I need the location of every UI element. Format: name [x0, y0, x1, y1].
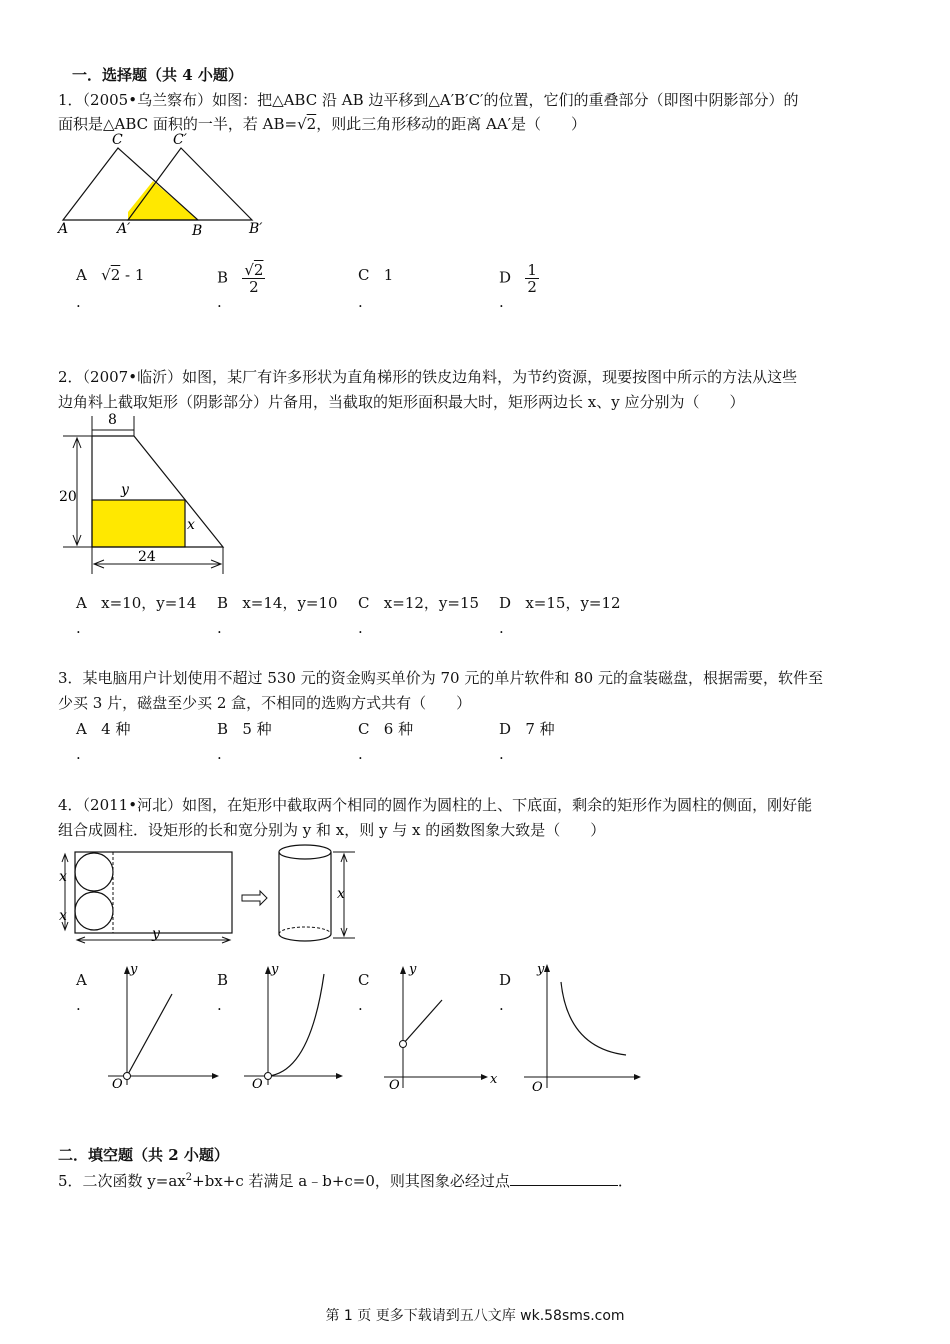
q4-graph-a-line: [127, 994, 172, 1076]
q2-label-20: 20: [59, 489, 77, 505]
q4-circle-top: [75, 853, 113, 891]
q1-line2-b: ，则此三角形移动的距离 AA′是（ ）: [316, 115, 587, 133]
q1-option-b[interactable]: B $\frac{√2}{2}$: [217, 261, 264, 296]
q4-line2: 组合成圆柱．设矩形的长和宽分别为 y 和 x，则 y 与 x 的函数图象大致是（ ）: [58, 821, 606, 839]
q4-option-a[interactable]: A: [76, 971, 87, 989]
q1-label-a1: A′: [117, 221, 131, 237]
q3-line2: 少买 3 片，磁盘至少买 2 盒，不相同的选购方式共有（ ）: [58, 694, 472, 712]
q4-label-x1: x: [59, 869, 67, 885]
q4-option-c[interactable]: C: [358, 971, 370, 989]
q1-overlap-shade: [128, 181, 198, 220]
q3-option-b[interactable]: B 5 种: [217, 720, 272, 738]
q1-option-c[interactable]: C 1: [358, 266, 394, 284]
section-2-title: 二．填空题（共 2 小题）: [58, 1146, 229, 1164]
q4-option-b[interactable]: B: [217, 971, 229, 989]
q2-label-24: 24: [138, 549, 156, 565]
q1-label-b1: B′: [249, 221, 263, 237]
q5-line: 5．二次函数 $y=ax^2+bx+c$ 若满足 a﹣b+c=0，则其图象必经过点 ．: [58, 1172, 633, 1190]
q4-option-d[interactable]: D: [499, 971, 512, 989]
svg-text:y: y: [130, 962, 138, 977]
q4-graph-d: [520, 960, 645, 1095]
svg-text:O: O: [532, 1080, 543, 1095]
svg-text:y: y: [271, 962, 279, 977]
svg-text:x: x: [490, 1072, 498, 1087]
q4-graph-c: [380, 960, 505, 1095]
page-footer: 第 1 页 更多下载请到五八文库 wk.58sms.com: [325, 1308, 625, 1324]
q3-option-c[interactable]: C 6 种: [358, 720, 414, 738]
q1-option-d[interactable]: D $\frac{1}{2}$: [499, 261, 537, 296]
q2-line1: 2．（2007•临沂）如图，某厂有许多形状为直角梯形的铁皮边角料，为节约资源，现要按图中所示的方法从这些: [58, 368, 798, 386]
q2-option-b[interactable]: B x=14，y=10: [217, 594, 338, 612]
q1-label-a: A: [58, 221, 69, 237]
q1-option-a[interactable]: A √2 - 1: [76, 266, 145, 284]
q4-label-y: y: [152, 926, 160, 942]
svg-text:O: O: [252, 1077, 263, 1092]
q1-line1: 1．（2005•乌兰察布）如图：把△ABC 沿 AB 边平移到△A′B′C′的位置，它们的重叠部分（即图中阴影部分）的: [58, 91, 799, 109]
q4-graph-a: [100, 960, 220, 1095]
q4-graph-d-curve: [561, 982, 626, 1055]
q2-label-8: 8: [108, 412, 117, 428]
q4-arrow: [242, 891, 267, 905]
q3-line1: 3．某电脑用户计划使用不超过 530 元的资金购买单价为 70 元的单片软件和 80 元的盒装磁盘，根据需要，软件至: [58, 669, 823, 687]
q2-rectangle-shade: [92, 500, 185, 547]
q2-option-d[interactable]: D x=15，y=12: [499, 594, 621, 612]
q1-label-c1: C′: [173, 132, 187, 148]
q1-line2-a: 面积是△ABC 面积的一半，若 AB=: [58, 115, 298, 133]
q1-label-b: B: [192, 223, 203, 239]
q4-label-x3: x: [337, 886, 345, 902]
q1-sqrt: √2: [297, 115, 317, 133]
svg-text:O: O: [389, 1078, 400, 1093]
q4-line1: 4．（2011•河北）如图，在矩形中截取两个相同的圆作为圆柱的上、下底面，剩余的矩形作为圆柱的侧面，刚好能: [58, 796, 813, 814]
q4-figure: [55, 842, 365, 952]
q4-graph-c-line: [403, 1000, 442, 1044]
section-1-title: 一．选择题（共 4 小题）: [72, 66, 243, 84]
q1-label-c: C: [112, 132, 123, 148]
q2-line2: 边角料上截取矩形（阴影部分）片备用，当截取的矩形面积最大时，矩形两边长 x、y 应分别为（ ）: [58, 393, 745, 411]
q2-option-c[interactable]: C x=12，y=15: [358, 594, 480, 612]
q3-option-a[interactable]: A 4 种: [76, 720, 131, 738]
q4-label-x2: x: [59, 908, 67, 924]
q2-label-y: y: [121, 482, 129, 498]
q2-label-x: x: [187, 517, 195, 533]
svg-text:O: O: [112, 1077, 123, 1092]
svg-text:y: y: [409, 962, 417, 977]
q1-figure: [55, 130, 275, 240]
q5-answer-blank[interactable]: [510, 1171, 618, 1186]
q4-circle-bottom: [75, 892, 113, 930]
q4-graph-b: [240, 960, 360, 1095]
q3-option-d[interactable]: D 7 种: [499, 720, 555, 738]
q2-figure: [55, 408, 230, 580]
q4-graph-b-curve: [268, 974, 324, 1076]
q2-option-a[interactable]: A x=10，y=14: [76, 594, 197, 612]
svg-text:y: y: [537, 962, 545, 977]
